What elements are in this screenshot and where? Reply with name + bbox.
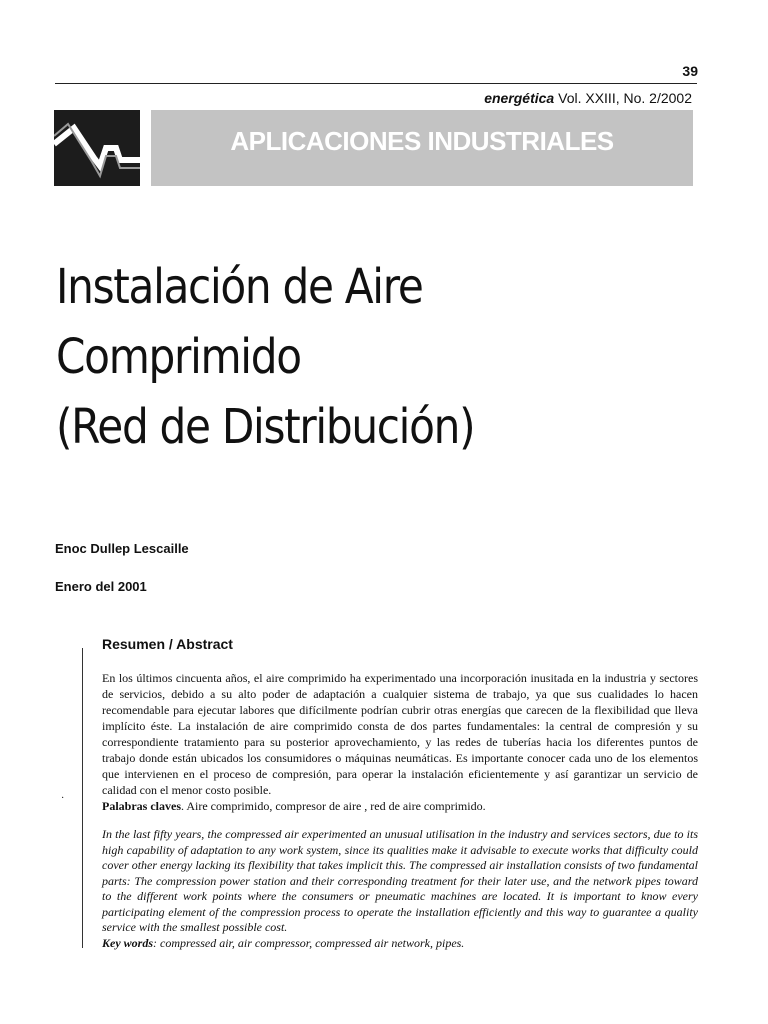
abstract-heading: Resumen / Abstract xyxy=(102,636,233,652)
spanish-keywords: . Aire comprimido, compresor de aire , red de aire comprimido. xyxy=(181,799,486,813)
zigzag-logo-icon xyxy=(54,110,140,186)
abstract-spanish xyxy=(102,670,698,814)
abstract-english-text: In the last fifty years, the compressed air experimented an unusual utilisation in the industry and services sectors, due to its high capability of adaptation to any work system, since its qualities make it advisable to execute works that difficulty could cover other energy lacking its flexibility that takes implicit this. The compressed air installation consists of two fundamental parts: The compression power station and their corresponding treatment for their later use, and the network pipes toward to the different work points where the consumers or pneumatic machines are located. It is important to know every participating element of the compression process to operate the installation efficiently and this way to guarantee a quality service with the smallest possible cost. xyxy=(102,827,698,934)
title-line-3: (Red de Distribución) xyxy=(56,399,475,455)
page-number: 39 xyxy=(682,63,698,79)
stray-dot: · xyxy=(61,793,65,804)
author-name: Enoc Dullep Lescaille xyxy=(55,541,189,556)
journal-logo-icon xyxy=(54,110,140,186)
article-date: Enero del 2001 xyxy=(55,579,147,594)
abstract-english xyxy=(102,827,698,951)
journal-name: energética xyxy=(484,90,555,106)
journal-issue: Vol. XXIII, No. 2/2002 xyxy=(554,90,692,106)
english-keywords: : compressed air, air compressor, compressed air network, pipes. xyxy=(153,935,465,950)
section-title: APLICACIONES INDUSTRIALES xyxy=(230,126,614,156)
journal-citation xyxy=(484,90,692,106)
title-line-2: Comprimido xyxy=(56,329,301,385)
english-keywords-label: Key words xyxy=(102,935,153,950)
title-line-1: Instalación de Aire xyxy=(56,259,423,315)
header-rule xyxy=(55,83,697,84)
abstract-spanish-text: En los últimos cincuenta años, el aire comprimido ha experimentado una incorporación inusitada en la industria y sectores de servicios, debido a su alto poder de adaptación a cualquier sistema de trabajo, ya que sus cualidades lo hacen recomendable para ejecutar labores que difícilmente podrían cubrir otras energías que carecen de la flexibilidad que lleva implícito éste. La instalación de aire comprimido consta de dos partes fundamentales: la central de compresión y su correspondiente tratamiento para su posterior aprovechamiento, y las redes de tuberías hacia los diferentes puntos de trabajo donde están ubicados los consumidores o máquinas neumáticas. Es importante conocer cada uno de los elementos que intervienen en el proceso de compresión, para operar la instalación eficientemente y así garantizar un servicio de calidad con el menor costo posible. xyxy=(102,671,698,797)
spanish-keywords-label: Palabras claves xyxy=(102,799,181,813)
article-title xyxy=(56,252,637,462)
abstract-rule xyxy=(82,648,83,948)
